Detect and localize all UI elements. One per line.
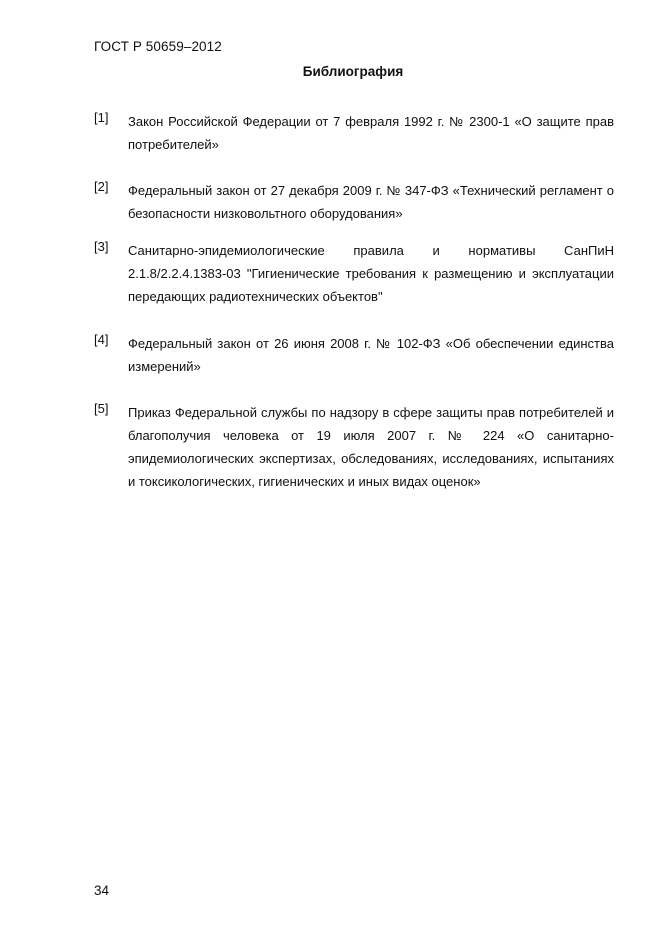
reference-number: [2] bbox=[94, 179, 109, 194]
page-number: 34 bbox=[94, 883, 110, 898]
reference-text: Санитарно-эпидемиологические правила и нормативы СанПиН 2.1.8/2.2.4.1383-03 "Гигиенические требования к размещению и эксплуатации передающих радиотехнических объектов" bbox=[128, 243, 614, 304]
reference-text: Федеральный закон от 27 декабря 2009 г. № 347-ФЗ «Технический регламент о безопасности низковольтного оборудования» bbox=[128, 183, 614, 221]
reference-text: Закон Российской Федерации от 7 февраля 1992 г. № 2300-1 «О защите прав потребителей» bbox=[128, 114, 614, 152]
reference-number: [5] bbox=[94, 401, 109, 416]
reference-number: [3] bbox=[94, 239, 109, 254]
reference-text: Федеральный закон от 26 июня 2008 г. № 102-ФЗ «Об обеспечении единства измерений» bbox=[128, 336, 614, 374]
reference-number: [1] bbox=[94, 110, 109, 125]
reference-number: [4] bbox=[94, 332, 109, 347]
standard-code-header: ГОСТ Р 50659–2012 bbox=[94, 39, 222, 54]
reference-text: Приказ Федеральной службы по надзору в сфере защиты прав потребителей и благополучия человека от 19 июля 2007 г. № 224 «О санитарно-эпидемиологических экспертизах, обследованиях, исследованиях, испытаниях и токсикологических, гигиенических и иных видах оценок» bbox=[128, 405, 614, 489]
page-title: Библиография bbox=[302, 64, 404, 79]
